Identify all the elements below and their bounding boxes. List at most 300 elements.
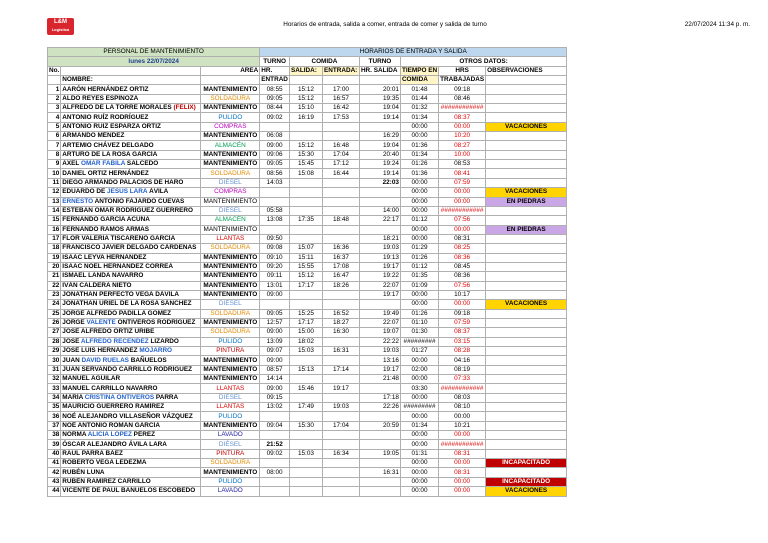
tiempo-comida: 00:00 (400, 178, 438, 187)
horas-trabajadas: 07:33 (439, 375, 486, 384)
tiempo-comida: 00:00 (400, 234, 438, 243)
hora-salida: 22:07 (359, 318, 400, 327)
employee-name (61, 468, 201, 477)
hora-salida: 19:03 (359, 244, 400, 253)
hora-entrada: 09:05 (260, 94, 290, 103)
hora-salida: 16:31 (359, 468, 400, 477)
employee-name (61, 440, 201, 449)
employee-name (61, 403, 201, 412)
hora-entrada: 09:00 (260, 384, 290, 393)
hora-salida: 20:59 (359, 421, 400, 430)
table-row (48, 94, 567, 103)
table-row (48, 347, 567, 356)
hora-entrada (260, 477, 290, 486)
schedule-table-body (48, 48, 567, 497)
tiempo-comida: 00:00 (400, 375, 438, 384)
tiempo-comida: 00:00 (400, 197, 438, 206)
employee-name (61, 216, 201, 225)
observaciones: EN PIEDRAS (486, 197, 567, 206)
salida-comida: 15:12 (289, 272, 322, 281)
observaciones (486, 253, 567, 262)
hora-salida (359, 188, 400, 197)
salida-comida (289, 206, 322, 215)
row-number: 4 (48, 113, 61, 122)
hora-entrada: 09:05 (260, 160, 290, 169)
name-part: IVÁN CALDERA NIETO (62, 281, 132, 289)
horas-trabajadas: 00:00 (439, 459, 486, 468)
hora-salida: 21:48 (359, 375, 400, 384)
entrada-comida (322, 440, 359, 449)
salida-comida: 15:00 (289, 328, 322, 337)
observaciones: VACACIONES (486, 300, 567, 309)
hora-salida: 22:07 (359, 281, 400, 290)
logo-text-bottom: Logística (51, 27, 70, 32)
hdr-tiempo-a: TIEMPO EN (401, 66, 438, 74)
area: PINTURA (201, 449, 260, 458)
row-number: 41 (48, 459, 61, 468)
name-part: MARÍA (62, 393, 85, 401)
horas-trabajadas: 00:00 (439, 477, 486, 486)
salida-comida: 17:17 (289, 318, 322, 327)
name-part: RAÚL PARRA BÁEZ (62, 449, 123, 457)
area: DIÉSEL (201, 440, 260, 449)
entrada-comida (322, 412, 359, 421)
name-part: ÓSCAR ALEJANDRO ÁVILA LARA (62, 440, 167, 448)
row-number: 40 (48, 449, 61, 458)
tiempo-comida: 01:12 (400, 216, 438, 225)
table-row (48, 487, 567, 496)
employee-name (61, 431, 201, 440)
area: DIÉSEL (201, 206, 260, 215)
area: LLANTAS (201, 384, 260, 393)
row-number: 37 (48, 421, 61, 430)
table-row (48, 318, 567, 327)
observaciones (486, 234, 567, 243)
salida-comida (289, 487, 322, 496)
entrada-comida: 19:03 (322, 403, 359, 412)
salida-comida (289, 440, 322, 449)
observaciones (486, 178, 567, 187)
name-part: JOSÉ LUIS HERNÁNDEZ (62, 347, 140, 355)
observaciones (486, 318, 567, 327)
hora-salida: 19:35 (359, 94, 400, 103)
row-number: 28 (48, 337, 61, 346)
row-number: 18 (48, 244, 61, 253)
tiempo-comida: 01:44 (400, 94, 438, 103)
hora-salida (359, 440, 400, 449)
area: SOLDADURA (201, 244, 260, 253)
table-row (48, 132, 567, 141)
header-row-groups (48, 48, 567, 57)
salida-comida: 18:02 (289, 337, 322, 346)
employee-name (61, 150, 201, 159)
name-part: JORGE (62, 319, 87, 327)
name-part: MAURICIO GUERRERO RAMÍREZ (62, 403, 165, 411)
entrada-comida: 17:04 (322, 421, 359, 430)
area: COMPRAS (201, 188, 260, 197)
entrada-comida (322, 487, 359, 496)
name-part: SALCEDO (125, 160, 159, 168)
name-part: OMAR FABILA (81, 160, 126, 168)
hdr-hr-salida: HR. SALIDA (359, 66, 400, 75)
table-row (48, 216, 567, 225)
salida-comida (289, 412, 322, 421)
horas-trabajadas: 08:19 (439, 365, 486, 374)
observaciones (486, 365, 567, 374)
hora-salida (359, 412, 400, 421)
row-number: 6 (48, 132, 61, 141)
hdr-otros-datos: OTROS DATOS: (400, 57, 566, 66)
name-part: DANIEL ORTIZ HERNÁNDEZ (62, 169, 149, 177)
horas-trabajadas: 08:45 (439, 262, 486, 271)
area: LLANTAS (201, 403, 260, 412)
hora-salida (359, 384, 400, 393)
salida-comida: 17:49 (289, 403, 322, 412)
hora-entrada: 09:11 (260, 272, 290, 281)
tiempo-comida: 01:10 (400, 318, 438, 327)
hora-salida: 19:13 (359, 253, 400, 262)
name-part: EDUARDO DE (62, 188, 108, 196)
horas-trabajadas: 00:00 (439, 487, 486, 496)
area: SOLDADURA (201, 94, 260, 103)
name-part: AXEL (62, 160, 82, 168)
horas-trabajadas: 04:16 (439, 356, 486, 365)
tiempo-comida: 01:34 (400, 150, 438, 159)
salida-comida (289, 178, 322, 187)
tiempo-comida: 03:30 (400, 384, 438, 393)
hora-salida: 22:03 (359, 178, 400, 187)
observaciones: EN PIEDRAS (486, 225, 567, 234)
table-row (48, 328, 567, 337)
area: DIÉSEL (201, 178, 260, 187)
name-part: NORMA (62, 431, 88, 439)
observaciones (486, 206, 567, 215)
name-part: DIEGO ARMANDO PALACIOS DE HARO (62, 178, 184, 186)
row-number: 15 (48, 216, 61, 225)
entrada-comida: 17:14 (322, 365, 359, 374)
hora-salida: 19:22 (359, 272, 400, 281)
row-number: 23 (48, 290, 61, 299)
employee-name (61, 244, 201, 253)
name-part: AARÓN HERNÁNDEZ ORTIZ (62, 85, 149, 93)
table-row (48, 197, 567, 206)
employee-name (61, 262, 201, 271)
tiempo-comida: 00:00 (400, 300, 438, 309)
name-part: JESÚS LARA (107, 188, 148, 196)
hdr-entrada: ENTRADA: (322, 66, 359, 75)
area: MANTENIMIENTO (201, 356, 260, 365)
row-number: 24 (48, 300, 61, 309)
name-part: MANUEL AGUILAR (62, 375, 121, 383)
hora-entrada: 12:57 (260, 318, 290, 327)
name-part: (FÉLIX) (173, 104, 196, 112)
hora-entrada: 09:50 (260, 234, 290, 243)
hora-entrada (260, 122, 290, 131)
name-part: ANTONIO FAJARDO CUEVAS (93, 197, 185, 205)
observaciones (486, 141, 567, 150)
hora-salida (359, 225, 400, 234)
hora-salida: 19:03 (359, 347, 400, 356)
tiempo-comida: 00:00 (400, 412, 438, 421)
horas-trabajadas: 00:00 (439, 197, 486, 206)
hora-entrada: 09:00 (260, 356, 290, 365)
employee-name (61, 487, 201, 496)
entrada-comida (322, 459, 359, 468)
name-part: ÁVILA (147, 188, 169, 196)
table-row (48, 356, 567, 365)
horas-trabajadas: 07:59 (439, 178, 486, 187)
area: SOLDADURA (201, 309, 260, 318)
hora-salida (359, 300, 400, 309)
row-number: 27 (48, 328, 61, 337)
entrada-comida (322, 178, 359, 187)
employee-name (61, 141, 201, 150)
observaciones (486, 328, 567, 337)
entrada-comida: 16:52 (322, 309, 359, 318)
salida-comida: 15:12 (289, 141, 322, 150)
hora-salida (359, 197, 400, 206)
name-part: ISMAEL LANDA NAVARRO (62, 272, 144, 280)
entrada-comida: 16:44 (322, 169, 359, 178)
hora-salida: 16:29 (359, 132, 400, 141)
observaciones: VACACIONES (486, 487, 567, 496)
hora-salida: 14:00 (359, 206, 400, 215)
area: MANTENIMIENTO (201, 85, 260, 94)
salida-comida (289, 132, 322, 141)
observaciones (486, 468, 567, 477)
name-part: NOÉ ALEJANDRO VILLASEÑOR VÁZQUEZ (62, 412, 193, 420)
entrada-comida (322, 468, 359, 477)
entrada-comida (322, 337, 359, 346)
employee-name (61, 328, 201, 337)
horas-trabajadas: 07:56 (439, 281, 486, 290)
table-row (48, 104, 567, 113)
employee-name (61, 477, 201, 486)
name-part: NOÉ ANTONIO ROMÁN GARCÍA (62, 421, 160, 429)
entrada-comida (322, 356, 359, 365)
hora-entrada: 08:57 (260, 365, 290, 374)
employee-name (61, 309, 201, 318)
salida-comida: 15:13 (289, 365, 322, 374)
observaciones (486, 132, 567, 141)
name-part: PARRA (154, 393, 179, 401)
name-part: JOSÉ ALFREDO ORTIZ URIBE (62, 328, 155, 336)
salida-comida: 15:07 (289, 244, 322, 253)
hora-entrada: 09:15 (260, 393, 290, 402)
table-row (48, 85, 567, 94)
area: PULIDO (201, 412, 260, 421)
horas-trabajadas: 08:31 (439, 449, 486, 458)
employee-name (61, 206, 201, 215)
employee-name (61, 281, 201, 290)
name-part: ANTONIO RUÍZ RODRÍGUEZ (62, 113, 149, 121)
employee-name (61, 290, 201, 299)
row-number: 30 (48, 356, 61, 365)
hora-entrada: 05:58 (260, 206, 290, 215)
entrada-comida: 18:27 (322, 318, 359, 327)
hdr-hrs-a: HRS (439, 66, 486, 75)
area: DIÉSEL (201, 300, 260, 309)
table-row (48, 244, 567, 253)
tiempo-comida: 01:26 (400, 253, 438, 262)
name-part: FERNANDO RAMOS ARMAS (62, 225, 150, 233)
hora-salida: 19:04 (359, 141, 400, 150)
horas-trabajadas: 08:27 (439, 141, 486, 150)
salida-comida (289, 197, 322, 206)
horas-trabajadas: 08:31 (439, 234, 486, 243)
salida-comida: 15:46 (289, 384, 322, 393)
hora-salida: 22:17 (359, 216, 400, 225)
observaciones (486, 150, 567, 159)
hora-salida: 20:01 (359, 85, 400, 94)
observaciones (486, 440, 567, 449)
area: PULIDO (201, 477, 260, 486)
salida-comida (289, 459, 322, 468)
area: LLANTAS (201, 234, 260, 243)
entrada-comida (322, 477, 359, 486)
company-logo (47, 18, 74, 35)
observaciones (486, 113, 567, 122)
row-number: 16 (48, 225, 61, 234)
area: MANTENIMIENTO (201, 253, 260, 262)
observaciones (486, 412, 567, 421)
table-row (48, 477, 567, 486)
row-number: 34 (48, 393, 61, 402)
hora-entrada (260, 197, 290, 206)
row-number: 7 (48, 141, 61, 150)
horas-trabajadas: 07:56 (439, 216, 486, 225)
hora-salida: 19:14 (359, 169, 400, 178)
name-part: PÉREZ (131, 431, 155, 439)
area: MANTENIMIENTO (201, 197, 260, 206)
salida-comida (289, 122, 322, 131)
row-number: 43 (48, 477, 61, 486)
name-part: JORGE ALFREDO PADILLA GÓMEZ (62, 309, 172, 317)
hdr-turno-2: TURNO (359, 57, 400, 66)
hora-salida: 19:49 (359, 309, 400, 318)
entrada-comida (322, 300, 359, 309)
hora-salida: 19:17 (359, 290, 400, 299)
hora-entrada: 09:00 (260, 328, 290, 337)
tiempo-comida: 01:32 (400, 104, 438, 113)
hora-salida (359, 122, 400, 131)
area: SOLDADURA (201, 328, 260, 337)
employee-name (61, 412, 201, 421)
hdr-area: AREA (201, 66, 260, 75)
tiempo-comida: 01:29 (400, 244, 438, 253)
employee-name (61, 384, 201, 393)
employee-name (61, 122, 201, 131)
observaciones (486, 384, 567, 393)
name-part: RUBÉN LUNA (62, 468, 105, 476)
hora-entrada: 09:08 (260, 244, 290, 253)
header-row-columns-2 (48, 76, 567, 85)
hdr-hrs-b: TRABAJADAS (440, 76, 485, 84)
area: MANTENIMIENTO (201, 421, 260, 430)
tiempo-comida: 01:12 (400, 262, 438, 271)
name-part: MOJARRO (139, 347, 173, 355)
row-number: 12 (48, 188, 61, 197)
tiempo-comida: ######### (400, 337, 438, 346)
hdr-entrada-2 (322, 76, 359, 85)
entrada-comida: 17:04 (322, 150, 359, 159)
hora-salida: 20:40 (359, 150, 400, 159)
hora-entrada (260, 487, 290, 496)
entrada-comida (322, 290, 359, 299)
area: COMPRAS (201, 122, 260, 131)
area: MANTENIMIENTO (201, 150, 260, 159)
hora-entrada (260, 459, 290, 468)
employee-name (61, 197, 201, 206)
observaciones (486, 160, 567, 169)
tiempo-comida: 01:48 (400, 85, 438, 94)
salida-comida: 15:03 (289, 347, 322, 356)
row-number: 39 (48, 440, 61, 449)
table-row (48, 375, 567, 384)
employee-name (61, 94, 201, 103)
observaciones: VACACIONES (486, 122, 567, 131)
name-part: ONTIVEROS RODRÍGUEZ (115, 319, 196, 327)
table-row (48, 225, 567, 234)
table-row (48, 141, 567, 150)
horas-trabajadas: 00:00 (439, 412, 486, 421)
employee-name (61, 178, 201, 187)
hora-entrada: 09:02 (260, 449, 290, 458)
salida-comida: 17:17 (289, 281, 322, 290)
row-number: 8 (48, 150, 61, 159)
tiempo-comida: 00:00 (400, 132, 438, 141)
name-part: JUAN (62, 356, 82, 364)
table-row (48, 178, 567, 187)
hora-entrada: 08:44 (260, 104, 290, 113)
table-row (48, 403, 567, 412)
row-number: 9 (48, 160, 61, 169)
table-row (48, 150, 567, 159)
horas-trabajadas: 10:17 (439, 290, 486, 299)
area: MANTENIMIENTO (201, 272, 260, 281)
row-number: 2 (48, 94, 61, 103)
employee-name (61, 375, 201, 384)
table-row (48, 440, 567, 449)
hdr-salida: SALIDA: (289, 66, 322, 75)
observaciones (486, 393, 567, 402)
horas-trabajadas: 09:18 (439, 309, 486, 318)
hora-entrada (260, 412, 290, 421)
horas-trabajadas: 08:36 (439, 272, 486, 281)
tiempo-comida: 01:36 (400, 169, 438, 178)
salida-comida: 15:08 (289, 169, 322, 178)
horas-trabajadas: 08:46 (439, 94, 486, 103)
tiempo-comida: 01:26 (400, 309, 438, 318)
entrada-comida: 16:31 (322, 347, 359, 356)
tiempo-comida: 00:00 (400, 225, 438, 234)
employee-name (61, 318, 201, 327)
employee-name (61, 347, 201, 356)
salida-comida: 15:10 (289, 104, 322, 113)
row-number: 5 (48, 122, 61, 131)
salida-comida (289, 300, 322, 309)
row-number: 17 (48, 234, 61, 243)
tiempo-comida: 01:30 (400, 328, 438, 337)
horas-trabajadas: 10:21 (439, 421, 486, 430)
area: MANTENIMIENTO (201, 132, 260, 141)
row-number: 3 (48, 104, 61, 113)
entrada-comida: 16:57 (322, 94, 359, 103)
name-part: JOSÉ (62, 337, 81, 345)
employee-name (61, 459, 201, 468)
table-row (48, 431, 567, 440)
salida-comida: 15:30 (289, 150, 322, 159)
